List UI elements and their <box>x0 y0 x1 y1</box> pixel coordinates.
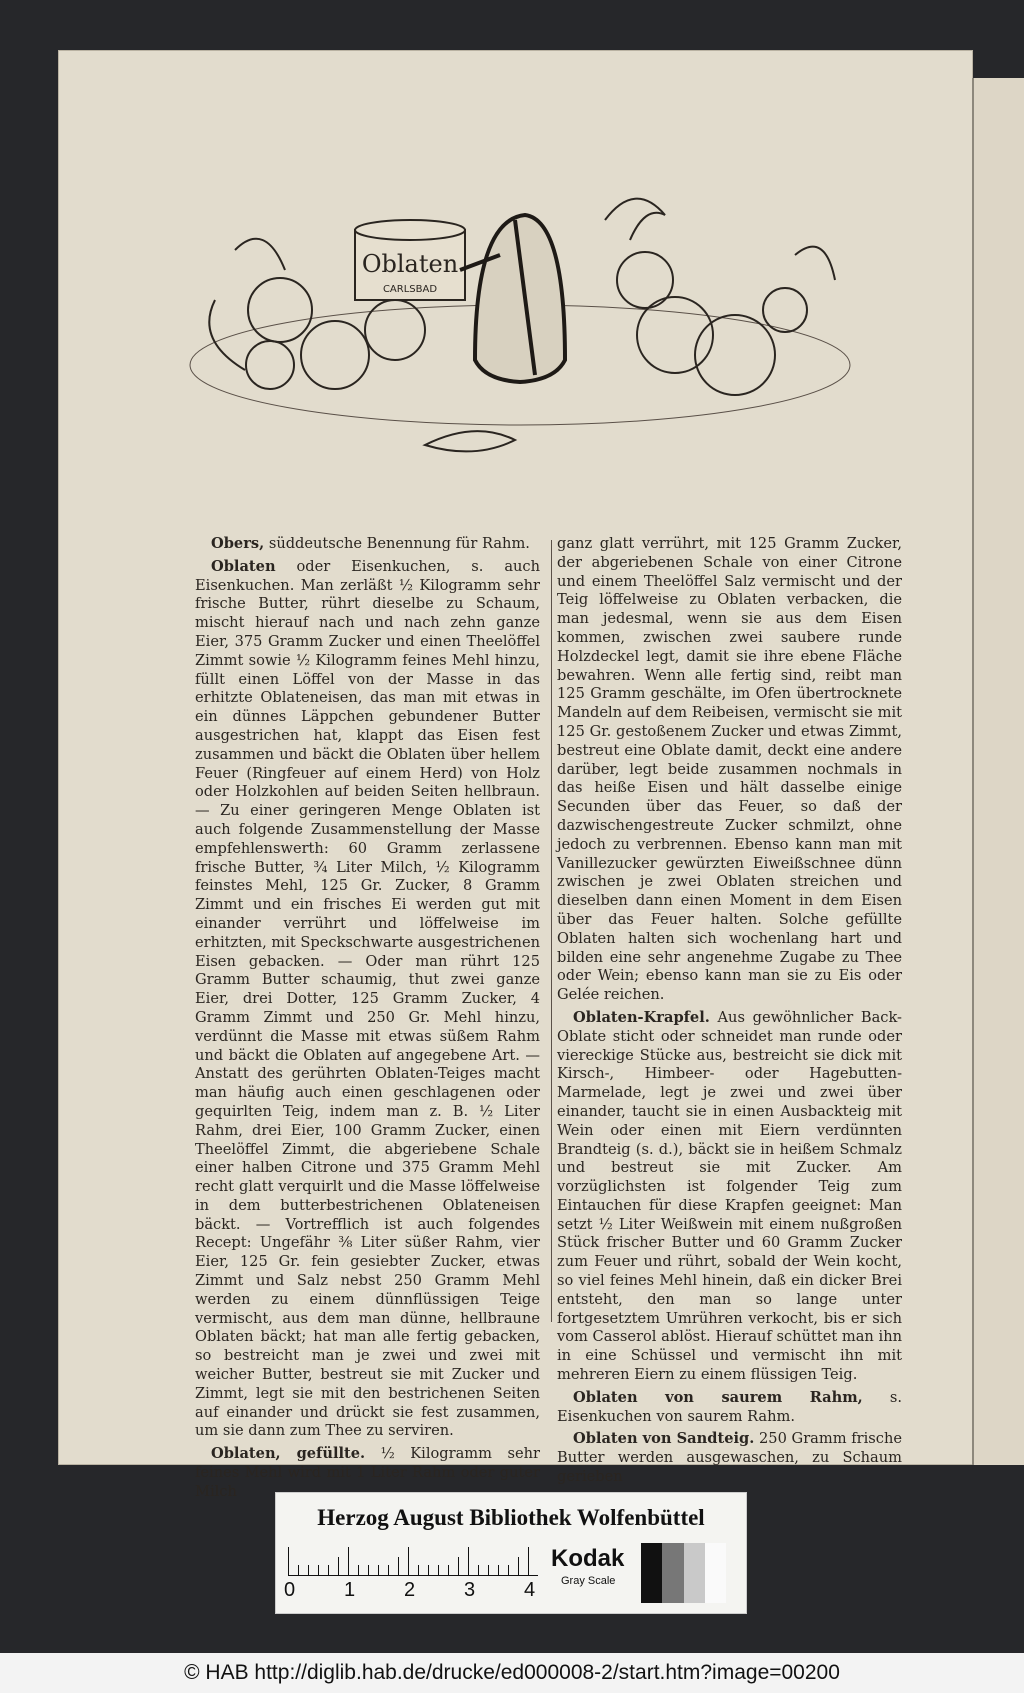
entry-oblaten <box>195 558 540 1441</box>
entry-text: Aus gewöhnlicher Back-Oblate sticht oder schneidet man runde oder viereckige Stücke aus, bestreicht sie dick mit Kirsch-, Himbeer- oder Hagebutten-Marmelade, legt je zwei und zwei über einander, taucht sie in einen Ausbackteig mit Wein oder einen mit Eiern verdünnten Brandteig (s. d.), bäckt sie in heißem Schmalz und bestreut sie mit Zucker. Am vorzüglichsten ist folgender Teig zum Eintauchen für diese Krapfen geeignet: Man setzt ½ Liter Weißwein mit einem nußgroßen Stück frischer Butter und 60 Gramm Zucker zum Feuer und rührt, sobald der Wein kocht, so viel feines Mehl hinein, daß ein dicker Brei entsteht, den man so lange unter fortgesetztem Umrühren verkocht, bis er sich vom Casserol ablöst. Hierauf schüttet man ihn in eine Schüssel und vermischt ihn mit mehreren Eiern zu einem flüssigen Teig. <box>557 1008 902 1384</box>
entry-obers <box>195 535 540 554</box>
scale-number: 2 <box>404 1579 416 1601</box>
kodak-subtitle: Gray Scale <box>561 1575 616 1587</box>
entry-text: 250 Gramm frische Butter werden ausgewaschen, zu Schaum gerieben <box>557 1430 902 1486</box>
column-divider <box>551 540 552 1322</box>
facing-page-edge <box>972 78 1024 1465</box>
entry-head: Oblaten, gefüllte. <box>211 1445 366 1463</box>
entry-text: ½ Kilogramm sehr feines Mehl wird mit 1 Liter Rahm oder guter Milch <box>195 1445 540 1500</box>
entry-text: oder Eisenkuchen, s. auch Eisenkuchen. Man zerläßt ½ Kilogramm sehr frische Butter, rührt dieselbe zu Schaum, mischt hierauf nach und nach zehn ganze Eier, 375 Gramm Zucker und einen Theelöffel Zimmt sowie ½ Kilogramm feines Mehl hinzu, füllt einen Löffel von der Masse in das erhitzte Oblateneisen, das man mit etwas in ein dünnes Läppchen gebundener Butter ausgestrichen hat, klappt das Eisen fest zusammen und bäckt die Oblaten über hellem Feuer (Ringfeuer auf einem Herd) von Holz oder Holzkohlen auf beiden Seiten hellbraun. — Zu einer geringeren Menge Oblaten ist auch folgende Zusammenstellung der Masse empfehlenswerth: 60 Gramm zerlassene frische Butter, ¾ Liter Milch, ½ Kilogramm feinstes Mehl, 125 Gr. Zucker, 8 Gramm Zimmt und ein frisches Ei werden gut mit einander verrührt und löffelweise im erhitzten, mit Speckschwarte ausgestrichenen Eisen gebacken. — Oder man rührt 125 Gramm Butter schaumig, thut zwei ganze Eier, drei Dotter, 125 Gramm Zucker, 4 Gramm Zimmt und 250 Gr. Mehl hinzu, verdünnt die Masse mit etwas süßem Rahm und bäckt die Oblaten auf angegebene Art. — Anstatt des gerührten Oblaten-Teiges macht man häufig auch einen geschlagenen oder gequirlten Teig, indem man z. B. ½ Liter Rahm, drei Eier, 100 Gramm Zucker, einen Theelöffel Zimmt, die abgeriebene Schale einer halben Citrone und 375 Gramm Mehl recht glatt verquirlt und die Masse löffelweise in dem butterbestrichenen Oblateneisen bäckt. — Vortrefflich ist auch folgendes Recept: Ungefähr ⅜ Liter süßer Rahm, vier Eier, 125 Gr. fein gesiebter Zucker, etwas Zimmt und Salz nebst 250 Gramm Mehl werden zu einem dünnflüssigen Teige vermischt, aus dem man dünne, hellbraune Oblaten bäckt; hat man alle fertig gebacken, so bestreicht man je zwei und zwei mit weicher Butter, bestreut sie mit Zucker und Zimmt, legt sie mit den bestrichenen Seiten auf einander und drückt sie fest zusammen, um sie dann zum Thee zu serviren. <box>195 557 540 1440</box>
scale-ruler <box>288 1547 538 1576</box>
text-column-right <box>557 535 902 1491</box>
copyright-footer: © HAB http://diglib.hab.de/drucke/ed000008-2/start.htm?image=00200 <box>0 1653 1024 1693</box>
entry-head: Oblaten von Sandteig. <box>573 1430 755 1448</box>
scale-numbers <box>284 1579 544 1601</box>
entry-continuation <box>557 535 902 1005</box>
scale-number: 4 <box>524 1579 536 1601</box>
entry-oblaten-saurem-rahm <box>557 1389 902 1427</box>
scale-number: 3 <box>464 1579 476 1601</box>
entry-head: Oblaten von saurem Rahm, <box>573 1388 863 1406</box>
decorative-initial-illustration <box>175 160 865 500</box>
kodak-logo: Kodak <box>551 1545 625 1572</box>
entry-head: Obers, <box>211 535 265 552</box>
entry-text: s. Eisenkuchen von saurem Rahm. <box>557 1388 902 1425</box>
entry-text: ganz glatt verrührt, mit 125 Gramm Zucker, der abgeriebenen Schale von einer Citrone und einem Theelöffel Salz vermischt und der Teig löffelweise zu Oblaten verbacken, die man jedesmal, wenn sie aus dem Eisen kommen, zwischen zwei saubere runde Holzdeckel legt, damit sie ihre ebene Fläche bewahren. Wenn alle fertig sind, reibt man 125 Gramm geschälte, im Ofen übertrocknete Mandeln auf dem Reibeisen, vermischt sie mit 125 Gr. gestoßenem Zucker und etwas Zimmt, bestreut eine Oblate damit, deckt eine andere darüber, legt beide zusammen nochmals in das heiße Eisen und hält dasselbe einige Secunden über das Feuer, so daß der dazwischengestreute Zucker schmilzt, ohne jedoch zu verbrennen. Ebenso kann man mit Vanillezucker gewürzten Eiweißschnee dünn zwischen je zwei Oblaten streichen und dieselben dann einen Moment in dem Eisen über das Feuer halten. Solche gefüllte Oblaten halten sich wochenlang hart und bilden eine sehr angenehme Zugabe zu Thee oder Wein; ebenso kann man sie zu Eis oder Gelée reichen. <box>557 535 902 1004</box>
jar-label: Oblaten <box>361 250 459 278</box>
decorative-initial-o <box>460 215 565 382</box>
gray-scale-patches <box>641 1543 726 1603</box>
library-name: Herzog August Bibliothek Wolfenbüttel <box>317 1505 705 1530</box>
jar-sublabel: CARLSBAD <box>382 284 438 295</box>
entry-oblaten-sandteig <box>557 1430 902 1486</box>
scale-number: 0 <box>284 1579 296 1601</box>
entry-oblaten-krapfel <box>557 1009 902 1385</box>
scale-number: 1 <box>344 1579 356 1601</box>
entry-head: Oblaten-Krapfel. <box>573 1008 710 1026</box>
text-column-left <box>195 535 540 1506</box>
color-calibration-card <box>275 1492 747 1614</box>
entry-text: süddeutsche Benennung für Rahm. <box>264 535 530 552</box>
entry-head: Oblaten <box>211 557 276 575</box>
